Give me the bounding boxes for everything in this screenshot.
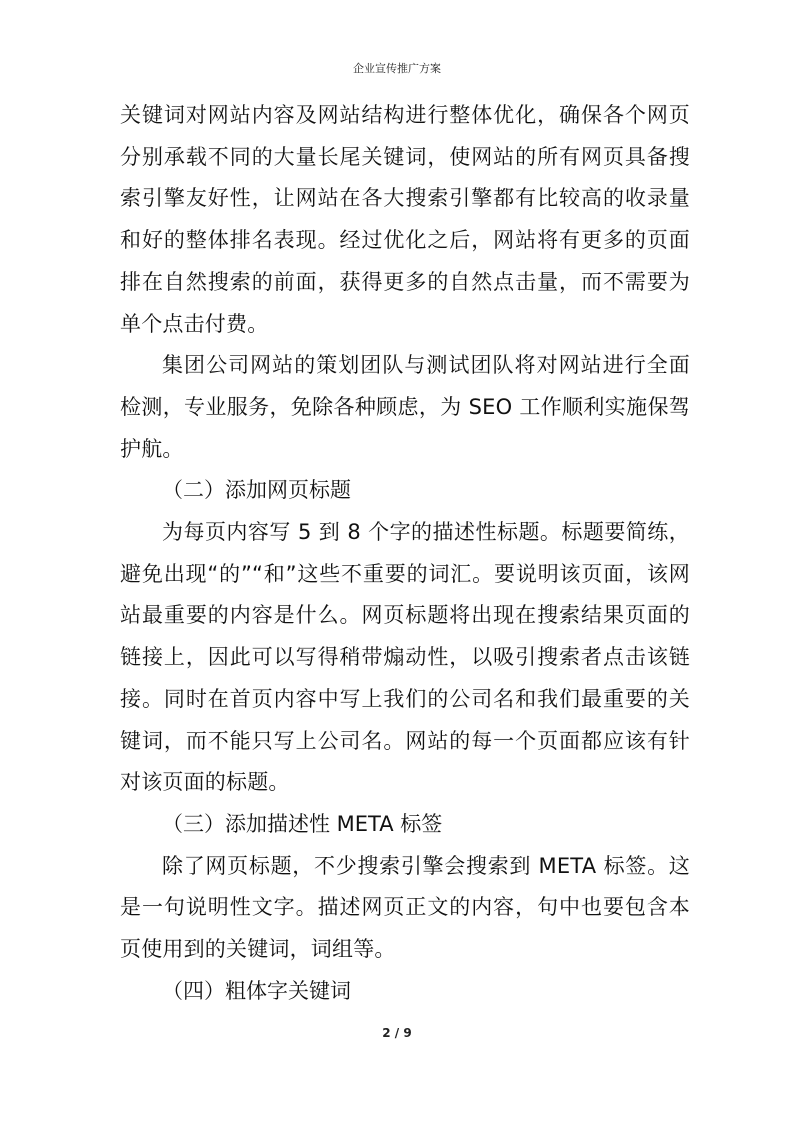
page-number: 2 / 9 [382,1026,412,1040]
document-body [120,95,690,1012]
page-header-title: 企业宣传推广方案 [353,62,441,75]
section-heading-bold-keywords: （四）粗体字关键词 [162,978,351,1003]
section-heading-meta-tags: （三）添加描述性 META 标签 [162,811,443,836]
paragraph-testing-team: 集团公司网站的策划团队与测试团队将对网站进行全面检测，专业服务，免除各种顾虑，为 SEO 工作顺利实施保驾护航。 [120,353,690,461]
paragraph-page-title-guidance: 为每页内容写 5 到 8 个字的描述性标题。标题要简练，避免出现“的”“和”这些不重要的词汇。要说明该页面，该网站最重要的内容是什么。网页标题将出现在搜索结果页面的链接上，因此可以写得稍带煽动性，以吸引搜索者点击该链接。同时在首页内容中写上我们的公司名和我们最重要的关键词，而不能只写上公司名。网站的每一个页面都应该有针对该页面的标题。 [120,520,690,795]
paragraph-seo-optimization: 关键词对网站内容及网站结构进行整体优化，确保各个网页分别承载不同的大量长尾关键词，使网站的所有网页具备搜索引擎友好性，让网站在各大搜索引擎都有比较高的收录量和好的整体排名表现。经过优化之后，网站将有更多的页面排在自然搜索的前面，获得更多的自然点击量，而不需要为单个点击付费。 [120,103,690,336]
paragraph-meta-tags: 除了网页标题，不少搜索引擎会搜索到 META 标签。这是一句说明性文字。描述网页正文的内容，句中也要包含本页使用到的关键词，词组等。 [120,853,690,962]
section-heading-page-title: （二）添加网页标题 [162,478,351,503]
